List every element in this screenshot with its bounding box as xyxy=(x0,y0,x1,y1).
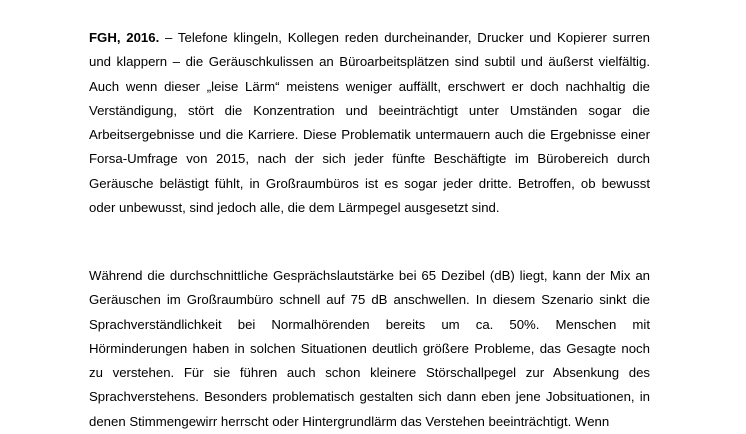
paragraph-2-text: Während die durchschnittliche Gesprächslautstärke bei 65 Dezibel (dB) liegt, kann der Mix an Geräuschen im Großraumbüro schnell auf 75 dB anschwellen. In diesem Szenario sinkt die Sprachverständlichkeit bei Normalhörenden bereits um ca. 50%. Menschen mit Hörminderungen haben in solchen Situationen deutlich größere Probleme, das Gesagte noch zu verstehen. Für sie führen auch schon kleinere Störschallpegel zur Absenkung des Sprachverstehens. Besonders problematisch gestalten sich dann eben jene Jobsituationen, in denen Stimmengewirr herrscht oder Hintergrundlärm das Verstehen beeinträchtigt. Wenn xyxy=(89,268,650,429)
dateline: FGH, 2016. xyxy=(89,30,160,45)
body-paragraph xyxy=(89,264,650,434)
paragraph-1-text: – Telefone klingeln, Kollegen reden durcheinander, Drucker und Kopierer surren und klappern – die Geräuschkulissen an Büroarbeitsplätzen sind subtil und äußerst vielfältig. Auch wenn dieser „leise Lärm“ meistens weniger auffällt, erschwert er doch nachhaltig die Verständigung, stört die Konzentration und beeinträchtigt unter Umständen sogar die Arbeitsergebnisse und die Karriere. Diese Problematik untermauern auch die Ergebnisse einer Forsa-Umfrage von 2015, nach der sich jeder fünfte Beschäftigte im Bürobereich durch Geräusche belästigt fühlt, in Großraumbüros ist es sogar jeder dritte. Betroffen, ob bewusst oder unbewusst, sind jedoch alle, die dem Lärmpegel ausgesetzt sind. xyxy=(89,30,650,216)
intro-paragraph xyxy=(89,26,650,220)
